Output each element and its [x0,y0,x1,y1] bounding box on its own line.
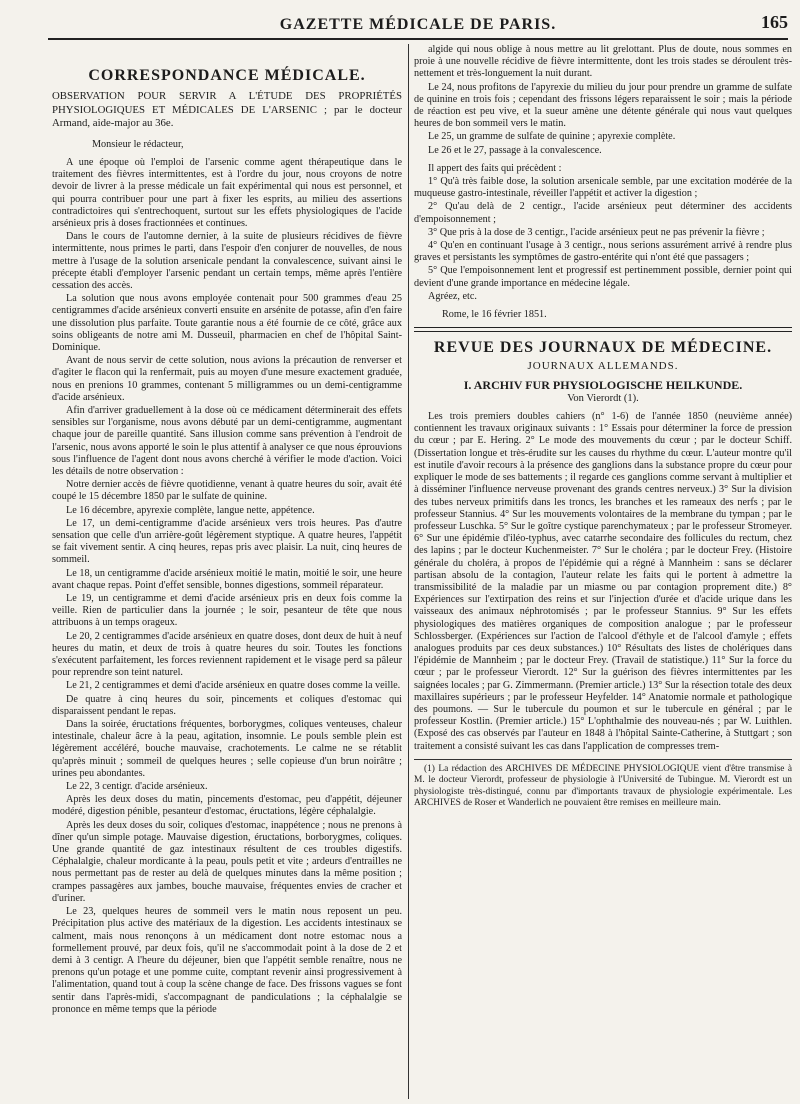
paragraph: Le 17, un demi-centigramme d'acide arsénieux vers trois heures. Pas d'autre sensation que celle d'un arrière-goût légèrement styptique. A quatre heures, l'appétit se fait vivement sentir. A cinq heures, repas pris avec plaisir. La nuit, cinq heures de sommeil. [52,517,402,566]
section-title-correspondance: CORRESPONDANCE MÉDICALE. [88,67,366,84]
paragraph: Le 25, un gramme de sulfate de quinine ; apyrexie complète. [428,131,676,143]
section-title-revue: REVUE DES JOURNAUX DE MÉDECINE. [433,339,773,357]
paragraph: Après les deux doses du soir, coliques d'estomac, inappétence ; nous ne prenons à dîner qu'un simple potage. Mauvaise digestion, éructations, borborygmes, coliques. Une grande quantité de gaz intestinaux résultent de ces troubles digestifs. Céphalalgie, chaleur mordicante à la peau, pouls petit et vite ; ardeurs d'entrailles ne nous permettant pas de rester au delà de quelques minutes dans la même position ; crampes passagères aux jambes, bouche mauvaise, fréquentes envies de cracher et d'uriner. [52,819,402,904]
section-divider [414,327,792,332]
paragraph: algide qui nous oblige à nous mettre au lit grelottant. Plus de doute, nous sommes en proie à une nouvelle récidive de fièvre intermittente, dont les trois stades se déroulent très-nettement et très-longuement la nuit durant. [414,44,792,80]
journal-title: GAZETTE MÉDICALE DE PARIS. [279,16,557,33]
conclusion-item: 1° Qu'à très faible dose, la solution arsenicale semble, par une excitation modérée de la muqueuse gastro-intestinale, réveiller l'appétit et activer la digestion ; [414,176,792,200]
conclusion-item: 3° Que pris à la dose de 3 centigr., l'acide arsénieux peut ne pas prévenir la fièvre ; [428,226,765,238]
paragraph: Notre dernier accès de fièvre quotidienne, venant à quatre heures du soir, avait été coupé le 15 décembre 1850 par le sulfate de quinine. [52,479,402,503]
footnote-text: (1) La rédaction des ARCHIVES DE MÉDECINE PHYSIOLOGIQUE vient d'être transmise à M. le docteur Vierordt, professeur de physiologie à l'Université de Tubingue. M. Vierordt est un physiologiste très-distingué, connu par d'importants travaux de physiologie expérimentale. Les ARCHIVES de Roser et Wanderlich ne pouvaient être remises en meilleure main. [414,763,792,808]
paragraph: Le 16 décembre, apyrexie complète, langue nette, appétence. [66,504,315,516]
conclusion-item: 5° Que l'empoisonnement lent et progressif est pertinemment possible, dernier point qui devient d'une grande importance en médecine légale. [414,265,792,289]
paragraph: Dans le cours de l'automne dernier, à la suite de plusieurs récidives de fièvre intermittente, nous primes le parti, dans l'espoir d'en conjurer de nouvelles, de nous mettre à l'usage de la solution arsenicale pendant la convalescence, suivant ainsi le précepte établi d'employer l'arsenic pendant un certain temps, même après l'entière cessation des accès. [52,231,402,291]
closing: Agréez, etc. [428,290,477,302]
paragraph: Les trois premiers doubles cahiers (n° 1-6) de l'année 1850 (neuvième année) contiennent les travaux originaux suivants : 1° Essais pour déterminer la force de pression du cœur ; par E. Hering. 2° Le mode des mouvements du cœur ; par le docteur Schiff. (Dissertation longue et très-érudite sur les causes du rhythme du cœur. L'auteur montre qu'il est inutile d'avoir recours à la présence des ganglions dans la substance propre du cœur pour expliquer le mode de ses battements ; il regarde ces ganglions comme servant à multiplier et à disséminer l'influence nerveuse provenant des grands centres nerveux.) 3° Sur la division des tubes nerveux primitifs dans les troncs, les branches et les rameaux des nerfs ; par le professeur Stannius. 4° Sur les mouvements volontaires de la membrane du tympan ; par le professeur Luschka. 5° Sur le goître cystique parenchymateux ; par le professeur Stromeyer. 6° Sur une épidémie d'iléo-typhus, avec catarrhe secondaire des follicules du rectum, chez des lapins ; par le docteur Kuchenmeister. 7° Sur le choléra ; par le docteur Frey. (Histoire générale du choléra, à propos de l'épidémie qui a régné à Mannheim : sans se déclarer partisan absolu de la contagion, l'auteur relate les faits qui le portent à admettre la transmissibilité de la maladie par un miasme ou par contagion proprement dite.) 8° Expériences sur l'extirpation des reins et sur l'injection d'urée et d'acide urique dans les vaisseaux des animaux néphrotomisés ; par le professeur Stannius. 9° Sur les effets physiologiques des matières organiques de composition analogue ; par le professeur Schlossberger. (Expériences sur l'action de l'alcool d'éthyle et de l'alcool d'amyle ; effets analogues produits par ces deux substances.) 10° Résultats des listes de cholériques dans l'épidémie de Mannheim ; par le docteur Frey. (Travail de statistique.) 11° Sur la force du cœur ; par le professeur Vierordt. 12° Sur la guérison des fièvres intermittentes par les saignées locales ; par G. Zimmermann. (Premier article.) 13° Sur la résection totale des deux maxillaires supérieurs ; par le professeur Heyfelder. 14° Anatomie normale et pathologique des poumons. — Sur le tubercule du poumon et sur le tubercule en général ; par le professeur Kostlin. (Premier article.) 15° L'ophthalmie des nouveau-nés ; par W. Luithlen. (Exposé des cas observés par l'auteur en 1848 à l'hôpital Sainte-Catherine, à Stuttgart ; son traitement a consisté suivant les cas dans l'application de compresses trem- [414,411,792,752]
subsection-title: JOURNAUX ALLEMANDS. [527,360,679,373]
footnote-divider [414,759,792,760]
salutation: Monsieur le rédacteur, [92,138,184,150]
paragraph: Afin d'arriver graduellement à la dose où ce médicament déterminerait des effets sensibles sur l'organisme, nous avons débuté par un demi-centigramme, augmentant chaque jour de pareille quantité. Sans illusion comme sans prévention à l'endroit de l'arsenic, nous avons apporté le soin le plus attentif à analyser ce que nous éprouvions sous l'influence de l'agent dont nous avons cherché à vérifier le mode d'action. Voici les détails de notre observation : [52,404,402,477]
paragraph: Le 19, un centigramme et demi d'acide arsénieux pris en deux fois comme la veille. Rien de particulier dans la journée ; le soir, pesanteur de tête que nous attribuons à un temps orageux. [52,593,402,629]
paragraph: Il appert des faits qui précèdent : [428,162,562,174]
article-title: I. ARCHIV FUR PHYSIOLOGISCHE HEILKUNDE. [463,377,743,392]
paragraph: A une époque où l'emploi de l'arsenic comme agent thérapeutique dans le traitement des fièvres intermittentes, est à l'ordre du jour, nous croyons de notre devoir de livrer à la presse médicale un fait expérimental qui nous est personnel, et qui pourra contribuer pour une part à fixer les esprits, au milieu des assertions contradictoires qui s'entrechoquent, surtout sur les effets physiologiques de l'acide arsénieux pris à doses fractionnées et continues. [52,156,402,229]
paragraph: Après les deux doses du matin, pincements d'estomac, peu d'appétit, déjeuner modéré, digestion pénible, pesanteur d'estomac, éructations, légère céphalalgie. [52,794,402,818]
observation-title: OBSERVATION POUR SERVIR A L'ÉTUDE DES PROPRIÉTÉS PHYSIOLOGIQUES ET MÉDICALES DE L'ARSENIC ; par le docteur Armand, aide-major au 36e. [52,90,402,130]
paragraph: La solution que nous avons employée contenait pour 500 grammes d'eau 25 centigrammes d'acide arsénieux converti ensuite en arsénite de potasse, afin d'en faire une dissolution plus parfaite. Toute garantie nous a été fournie de ce côté, grâce aux soins obligeants de notre ami M. Dusseuil, pharmacien en chef de l'hôpital Saint-Dominique. [52,293,402,353]
left-column [52,60,402,1017]
paragraph: Le 21, 2 centigrammes et demi d'acide arsénieux en quatre doses comme la veille. [66,680,401,692]
dateline: Rome, le 16 février 1851. [442,309,547,321]
paragraph: Le 26 et le 27, passage à la convalescence. [428,144,602,156]
paragraph: Le 22, 3 centigr. d'acide arsénieux. [66,781,208,793]
paragraph: Avant de nous servir de cette solution, nous avions la précaution de renverser et d'agiter le flacon qui la renfermait, puis au moyen d'une mesure exactement graduée, nous en prenions 10 grammes, contenant 5 milligrammes ou un demi-centigramme d'acide arsénieux. [52,355,402,403]
paragraph: De quatre à cinq heures du soir, pincements et coliques d'estomac qui disparaissent pendant le repas. [52,693,402,717]
paragraph: Le 20, 2 centigrammes d'acide arsénieux en quatre doses, dont deux de huit à neuf heures du matin, et deux de trois à quatre heures du soir. Toutes les fonctions s'exécutent parfaitement, les forces reviennent rapidement et le visage perd sa pâleur pour reprendre son teint naturel. [52,630,402,679]
paragraph: Le 23, quelques heures de sommeil vers le matin nous reposent un peu. Précipitation plus active des matériaux de la digestion. Les accidents intestinaux se calment, mais nous renonçons à un médicament dont notre estomac nous a formellement prouvé, par deux fois, qu'il ne s'accommodait point à la dose de 2 et demi à 3 centigr. A l'heure du déjeuner, bien que l'appétit semble renaître, nous ne prenons qu'un potage et une pomme cuite, comptant revenir ainsi progressivement à l'alimentation, quand tout à coup la scène change de face. Des frissons vagues se font sentir dans l'après-midi, s'accompagnant de pandiculations ; la céphalalgie se prononce en même temps que la période [52,906,402,1015]
paragraph: Dans la soirée, éructations fréquentes, borborygmes, coliques venteuses, chaleur intestinale, chaleur âcre à la peau, agitation, insomnie. Le pouls semble plein est légèrement accéléré, bouche mauvaise, crachotements. Le calme ne se rétablit qu'après minuit ; sommeil de quelques heures ; selle copieuse d'un brun noirâtre ; urines peu abondantes. [52,719,402,779]
masthead [48,6,788,40]
column-divider [408,44,409,1099]
conclusion-item: 4° Qu'en en continuant l'usage à 3 centigr., nous serions assurément arrivé à rendre plus graves et persistants les symptômes de gastro-entérite qui n'ont été que passagers ; [414,240,792,264]
right-column [414,44,792,810]
paragraph: Le 18, un centigramme d'acide arsénieux moitié le matin, moitié le soir, une heure avant chaque repas. Point d'effet sensible, bonnes digestions, sommeil réparateur. [52,567,402,591]
article-byline: Von Vierordt (1). [567,392,639,404]
conclusion-item: 2° Qu'au delà de 2 centigr., l'acide arsénieux peut déterminer des accidents d'empoisonnement ; [414,201,792,225]
footnote [414,764,792,810]
page-number: 165 [761,12,788,32]
paragraph: Le 24, nous profitons de l'apyrexie du milieu du jour pour prendre un gramme de sulfate de quinine en trois fois ; cependant des frissons légers reparaissent le soir ; mais la période de réaction est peu vive, et la sueur amène une détente générale qui nous vaut quelques heures de bon sommeil vers le matin. [414,81,792,130]
